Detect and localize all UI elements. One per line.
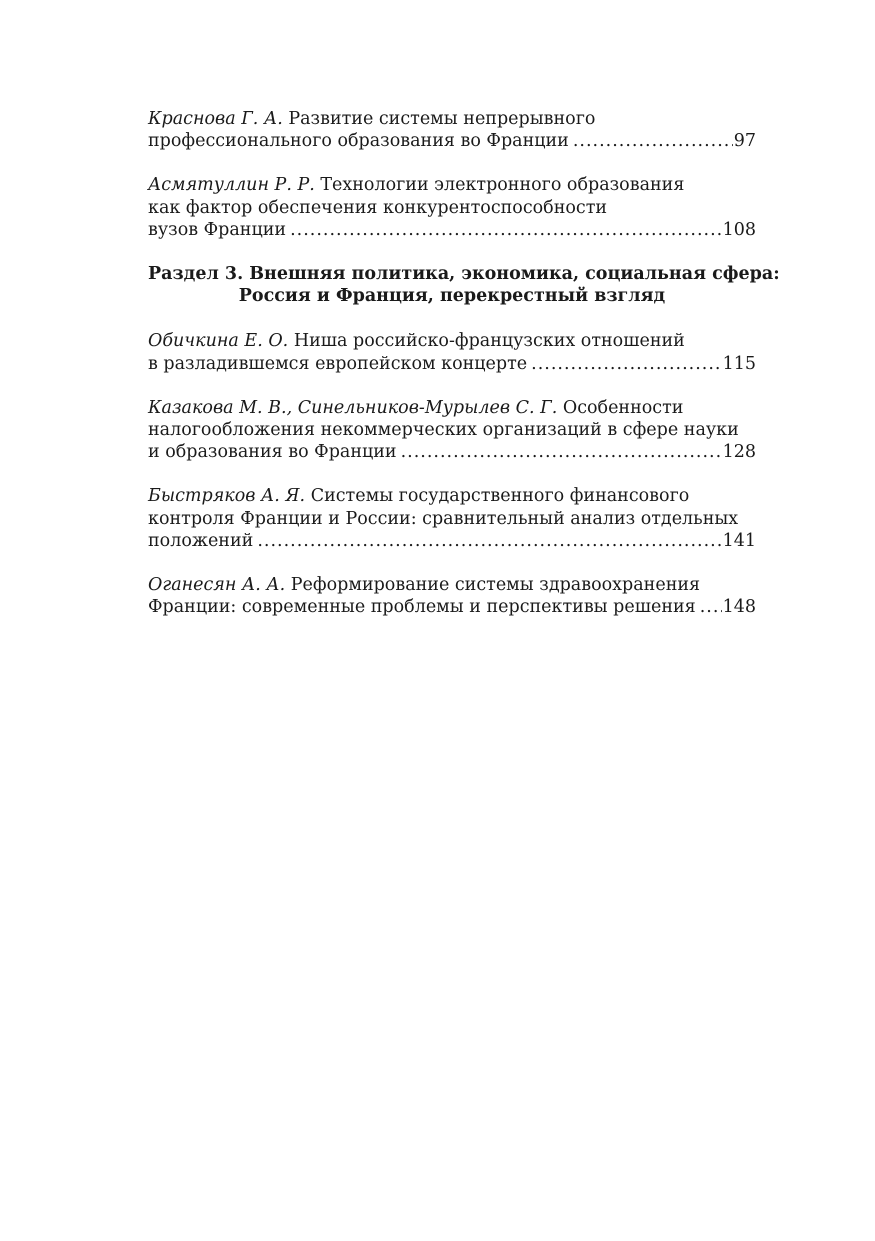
toc-leader-dots: [531, 353, 721, 375]
toc-entry-page-number: 141: [722, 530, 756, 551]
toc-entry-first-line: [148, 397, 756, 419]
toc-entry-last-line: [148, 130, 756, 152]
toc-entry-page-number: 97: [733, 131, 756, 152]
toc-entry-oganesyan: [148, 574, 756, 618]
toc-entry-page-number: 148: [722, 597, 756, 618]
toc-entry-title: Развитие системы непрерывного: [288, 109, 596, 129]
toc-entry-obichkina: [148, 330, 756, 374]
toc-entry-asmyatullin: [148, 174, 756, 241]
toc-entry-last-line: [148, 596, 756, 618]
toc-entry-page-number: 115: [722, 353, 756, 374]
section-heading-line: Россия и Франция, перекрестный взгляд: [238, 286, 666, 307]
toc-entry-title-end: Франции: современные проблемы и перспективы решения: [148, 597, 696, 618]
toc-entry-first-line: [148, 574, 756, 596]
toc-entry-kazakova: [148, 397, 756, 464]
toc-entry-first-line: [148, 108, 756, 130]
toc-entry-title: Технологии электронного образования: [320, 175, 685, 196]
toc-entry-krasnova: [148, 108, 756, 152]
toc-entry-first-line: [148, 330, 756, 352]
toc-entry-bystryakov: [148, 485, 756, 552]
section-heading-line: Раздел 3. Внешняя политика, экономика, социальная сфера:: [148, 264, 780, 285]
toc-entry-author: Быстряков А. Я.: [148, 486, 306, 507]
toc-entry-title: Реформирование системы здравоохранения: [290, 575, 701, 596]
toc-entry-page-number: 108: [722, 219, 756, 240]
toc-entry-author: Асмятуллин Р. Р.: [148, 175, 315, 196]
toc-entry-page-number: 128: [722, 442, 756, 463]
toc-entry-title-line: налогообложения некоммерческих организаций в сфере науки: [148, 420, 739, 441]
toc-entry-last-line: [148, 219, 756, 241]
table-of-contents: [148, 108, 780, 640]
toc-entry-author: Казакова М. В., Синельников-Мурылев С. Г.: [148, 397, 558, 418]
toc-entry-author: Краснова Г. А.: [148, 109, 283, 129]
toc-entry-last-line: [148, 530, 756, 552]
toc-entry-author: Обичкина Е. О.: [148, 331, 289, 352]
toc-entry-first-line: [148, 485, 756, 507]
toc-entry-title-end: профессионального образования во Франции: [148, 131, 569, 152]
toc-leader-dots: [401, 441, 722, 463]
toc-entry-title-line: как фактор обеспечения конкурентоспособности: [148, 197, 608, 218]
toc-entry-last-line: [148, 353, 756, 375]
toc-entry-title-end: и образования во Франции: [148, 442, 397, 463]
section-heading: [148, 263, 780, 307]
toc-entry-first-line: [148, 174, 756, 196]
toc-entry-last-line: [148, 441, 756, 463]
toc-leader-dots: [290, 219, 722, 241]
toc-entry-title-end: положений: [148, 530, 254, 551]
toc-entry-author: Оганесян А. А.: [148, 575, 286, 596]
toc-leader-dots: [700, 596, 722, 618]
toc-entry-title: Ниша российско-французских отношений: [293, 331, 685, 352]
toc-entry-title-line: контроля Франции и России: сравнительный анализ отдельных: [148, 508, 739, 529]
toc-entry-title: Системы государственного финансового: [310, 486, 690, 507]
toc-entry-title-end: вузов Франции: [148, 219, 287, 240]
toc-entry-title-end: в разладившемся европейском концерте: [148, 353, 528, 374]
toc-leader-dots: [573, 130, 733, 152]
toc-entry-title: Особенности: [562, 397, 684, 418]
toc-leader-dots: [257, 530, 721, 552]
